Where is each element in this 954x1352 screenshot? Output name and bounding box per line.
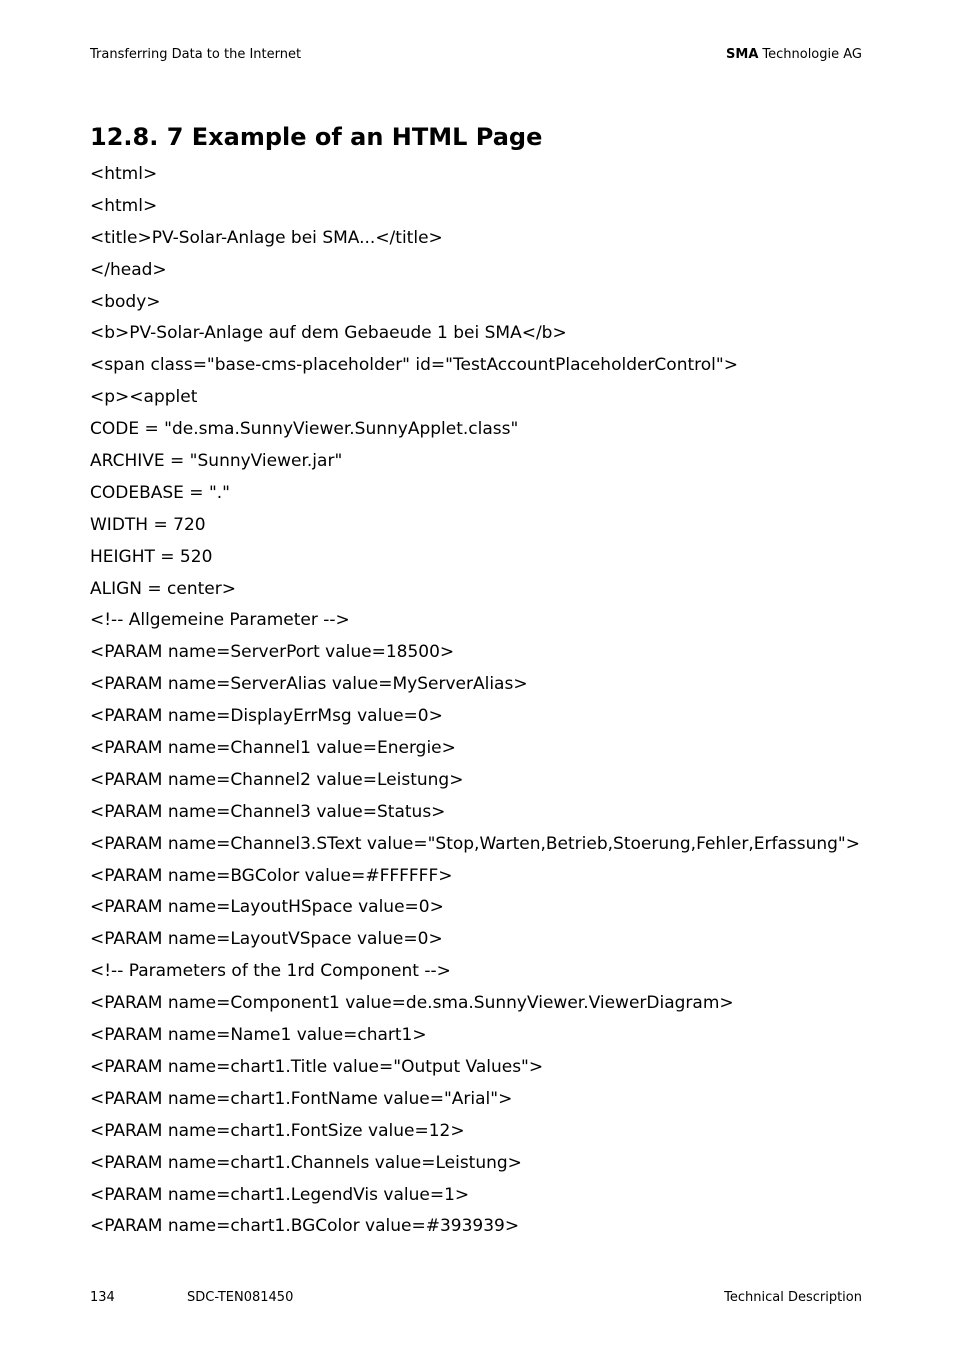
header-section-title: Transferring Data to the Internet — [90, 47, 302, 62]
code-line: <PARAM name=Channel1 value=Energie> — [90, 738, 456, 759]
code-line: WIDTH = 720 — [90, 514, 206, 535]
code-line: <p><applet — [90, 387, 198, 408]
code-line: <PARAM name=LayoutHSpace value=0> — [90, 897, 444, 918]
code-line: ARCHIVE = "SunnyViewer.jar" — [90, 451, 343, 472]
code-line: <PARAM name=BGColor value=#FFFFFF> — [90, 865, 453, 886]
code-line: CODEBASE = "." — [90, 482, 231, 503]
code-line: <PARAM name=chart1.Title value="Output Values"> — [90, 1056, 544, 1077]
section-title: 12.8. 7 Example of an HTML Page — [90, 123, 543, 151]
code-line: <title>PV-Solar-Anlage bei SMA...</title> — [90, 227, 443, 248]
code-line: <PARAM name=chart1.FontSize value=12> — [90, 1120, 465, 1141]
code-line: <html> — [90, 195, 158, 216]
code-line: <body> — [90, 291, 161, 312]
header-company — [726, 47, 862, 62]
code-line: <PARAM name=chart1.FontName value="Arial"> — [90, 1088, 513, 1109]
code-line: <PARAM name=Name1 value=chart1> — [90, 1025, 427, 1046]
code-line: <PARAM name=ServerAlias value=MyServerAlias> — [90, 674, 528, 695]
code-line: CODE = "de.sma.SunnyViewer.SunnyApplet.class" — [90, 419, 519, 440]
code-line: <!-- Allgemeine Parameter --> — [90, 610, 350, 631]
code-line: <PARAM name=Channel3.SText value="Stop,Warten,Betrieb,Stoerung,Fehler,Erfassung"> — [90, 833, 860, 854]
code-line: <PARAM name=chart1.BGColor value=#393939> — [90, 1216, 520, 1237]
code-line: HEIGHT = 520 — [90, 546, 213, 567]
code-line: <PARAM name=chart1.Channels value=Leistung> — [90, 1152, 522, 1173]
document-id: SDC-TEN081450 — [187, 1290, 294, 1305]
code-line: ALIGN = center> — [90, 578, 236, 599]
page-header — [90, 47, 862, 65]
code-line: <PARAM name=Component1 value=de.sma.SunnyViewer.ViewerDiagram> — [90, 993, 734, 1014]
code-line: <span class="base-cms-placeholder" id="TestAccountPlaceholderControl"> — [90, 355, 738, 376]
brand-name: SMA — [726, 47, 759, 62]
code-line: <PARAM name=DisplayErrMsg value=0> — [90, 706, 443, 727]
code-line: <PARAM name=chart1.LegendVis value=1> — [90, 1184, 470, 1205]
company-suffix: Technologie AG — [762, 47, 862, 62]
page-footer — [90, 1290, 862, 1308]
code-line: <PARAM name=LayoutVSpace value=0> — [90, 929, 443, 950]
code-line: <html> — [90, 164, 158, 184]
code-line: <PARAM name=Channel3 value=Status> — [90, 801, 446, 822]
code-line: <!-- Parameters of the 1rd Component --> — [90, 961, 451, 982]
code-listing — [90, 159, 862, 1243]
code-line: <b>PV-Solar-Anlage auf dem Gebaeude 1 bei SMA</b> — [90, 323, 567, 344]
code-line: <PARAM name=Channel2 value=Leistung> — [90, 769, 464, 790]
code-line: <PARAM name=ServerPort value=18500> — [90, 642, 455, 663]
page-number: 134 — [90, 1290, 115, 1305]
document-type: Technical Description — [724, 1290, 862, 1305]
code-line: </head> — [90, 259, 167, 280]
